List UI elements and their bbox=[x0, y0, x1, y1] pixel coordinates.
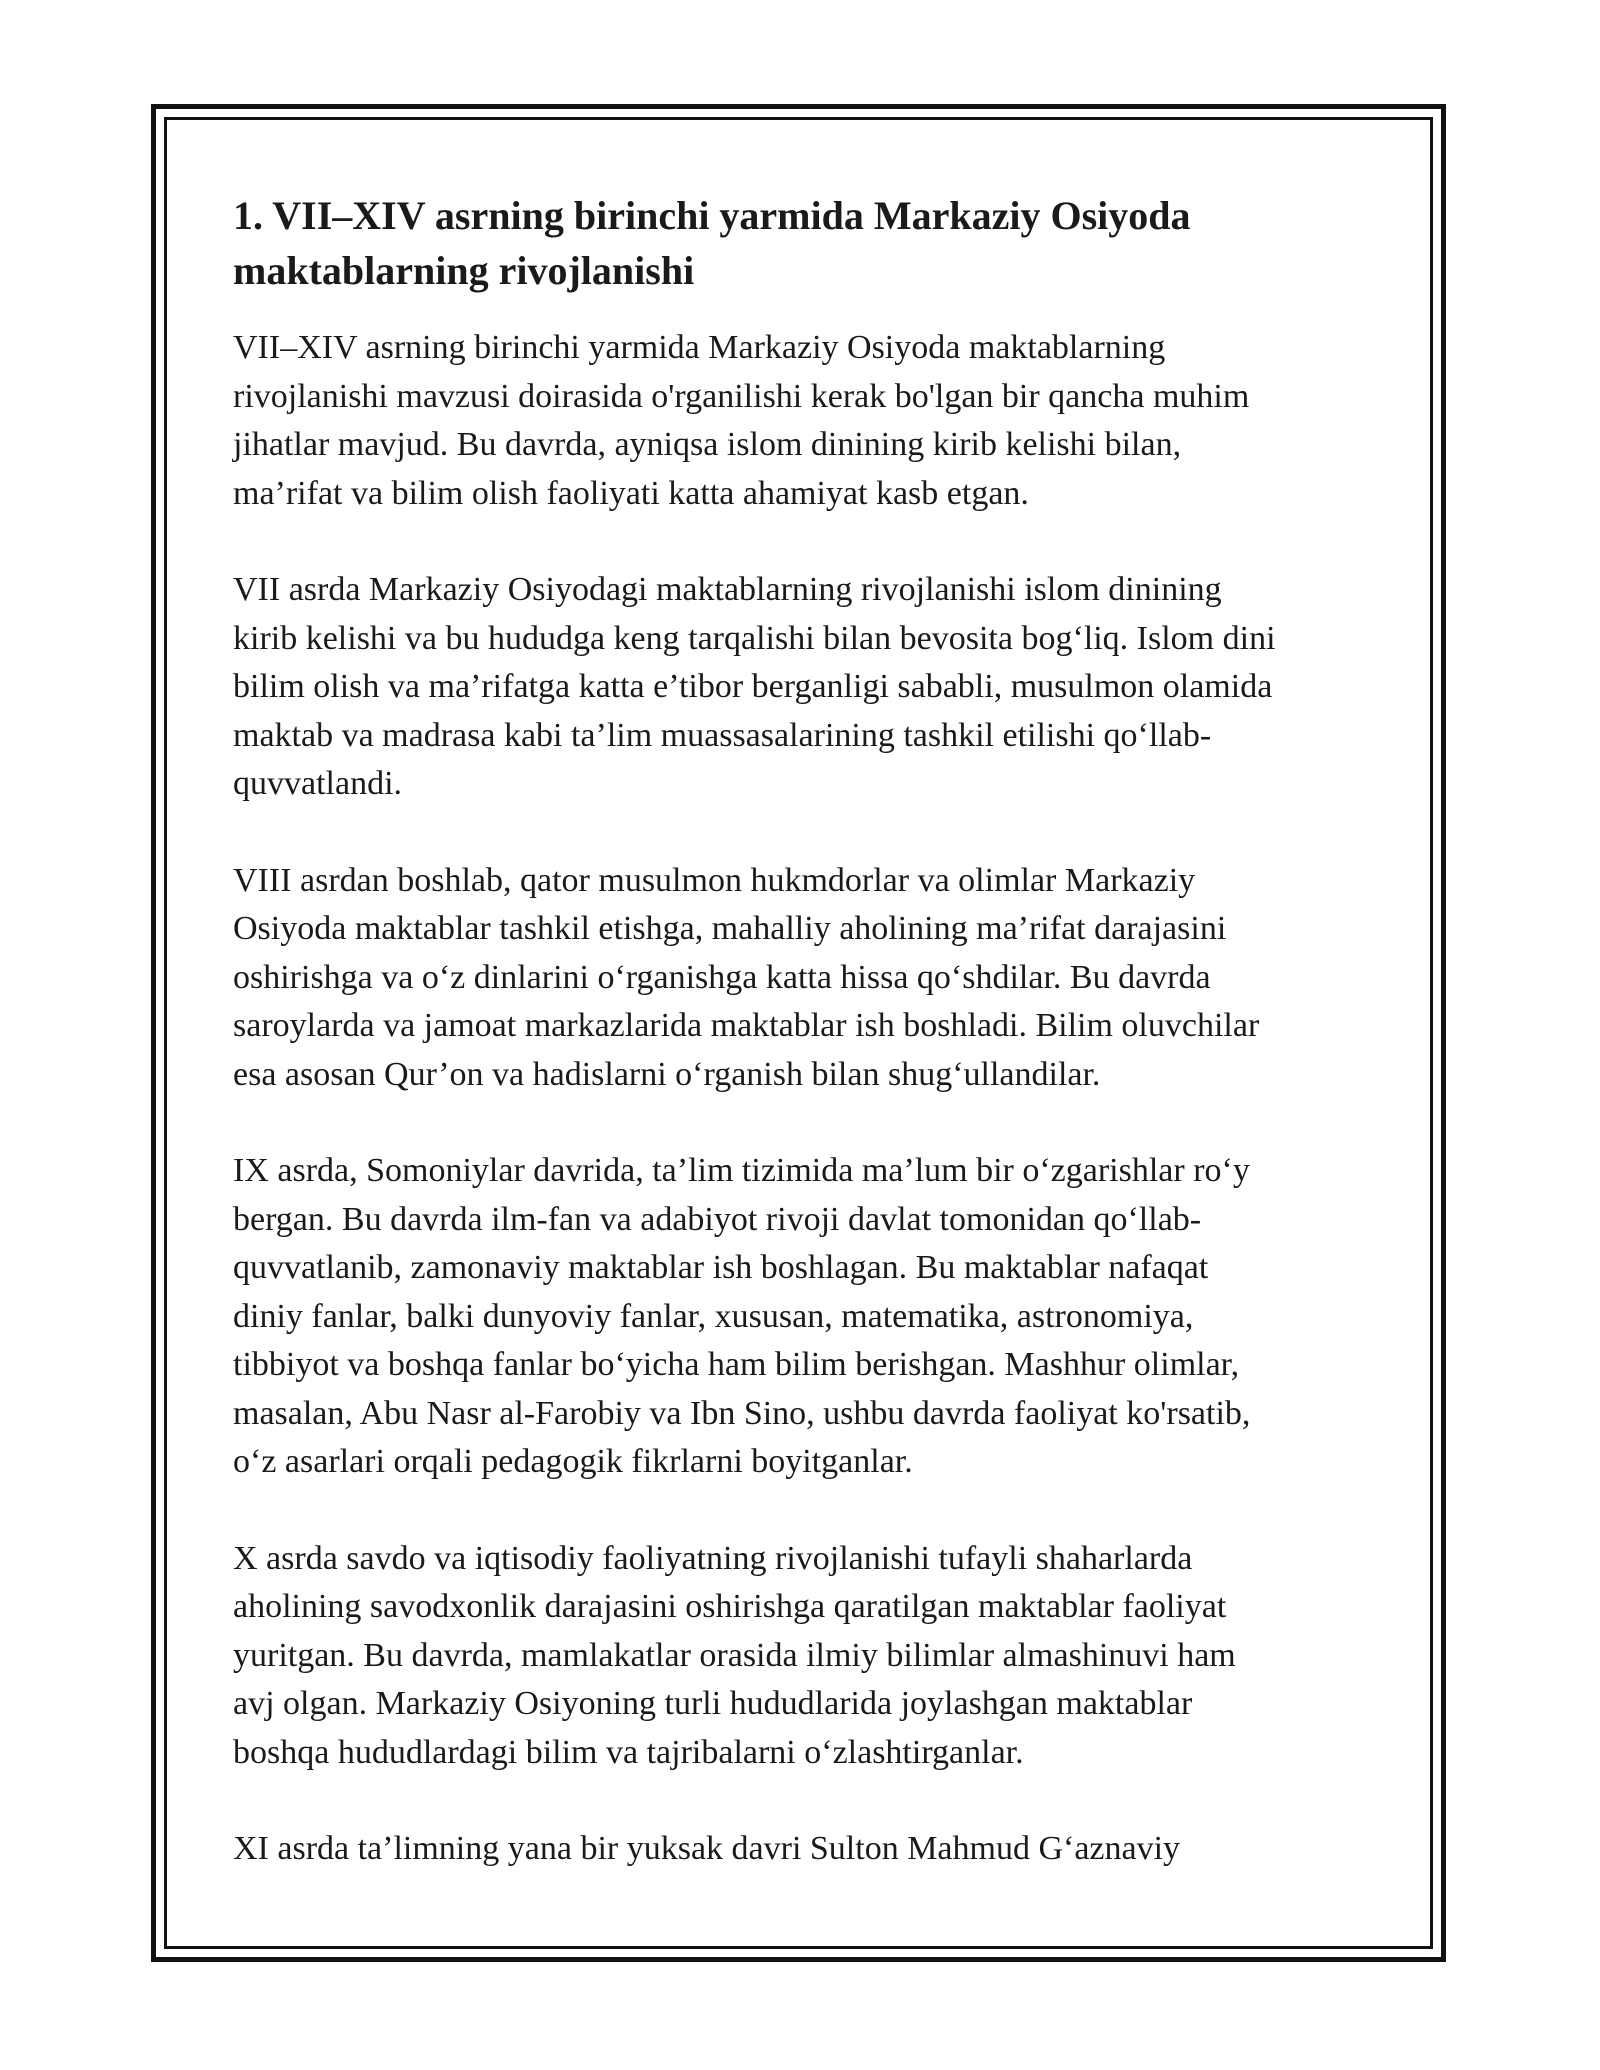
paragraph-4: IX asrda, Somoniylar davrida, ta’lim tizimida ma’lum bir o‘zgarishlar ro‘y bergan. Bu davrda ilm-fan va adabiyot rivoji davlat tomonidan qo‘llab- quvvatlanib, zamonaviy maktablar ish boshlagan. Bu maktablar nafaqat diniy fanlar, balki dunyoviy fanlar, xususan, matematika, astronomiya, tibbiyot va boshqa fanlar bo‘yicha ham bilim berishgan. Mashhur olimlar, masalan, Abu Nasr al-Farobiy va Ibn Sino, ushbu davrda faoliyat ko'rsatib, o‘z asarlari orqali pedagogik fikrlarni boyitganlar. bbox=[233, 1152, 1251, 1480]
paragraph-6: XI asrda ta’limning yana bir yuksak davri Sulton Mahmud G‘aznaviy bbox=[233, 1830, 1181, 1867]
paragraph-2: VII asrda Markaziy Osiyodagi maktablarning rivojlanishi islom dinining kirib kelishi va bu hududga keng tarqalishi bilan bevosita bog‘liq. Islom dini bilim olish va ma’rifatga katta e’tibor berganligi sababli, musulmon olamida maktab va madrasa kabi ta’lim muassasalarining tashkil etilishi qo‘llab- quvvatlandi. bbox=[233, 571, 1276, 802]
paragraph-3: VIII asrdan boshlab, qator musulmon hukmdorlar va olimlar Markaziy Osiyoda maktablar tashkil etishga, mahalliy aholining ma’rifat darajasini oshirishga va o‘z dinlarini o‘rganishga katta hissa qo‘shdilar. Bu davrda saroylarda va jamoat markazlarida maktablar ish boshladi. Bilim oluvchilar esa asosan Qur’on va hadislarni o‘rganish bilan shug‘ullandilar. bbox=[233, 861, 1260, 1093]
paragraph-1: VII–XIV asrning birinchi yarmida Markaziy Osiyoda maktablarning rivojlanishi mavzusi doirasida o'rganilishi kerak bo'lgan bir qancha muhim jihatlar mavjud. Bu davrda, ayniqsa islom dinining kirib kelishi bilan, ma’rifat va bilim olish faoliyati katta ahamiyat kasb etgan. bbox=[233, 329, 1250, 512]
paragraph-5: X asrda savdo va iqtisodiy faoliyatning rivojlanishi tufayli shaharlarda aholining savodxonlik darajasini oshirishga qaratilgan maktablar faoliyat yuritgan. Bu davrda, mamlakatlar orasida ilmiy bilimlar almashinuvi ham avj olgan. Markaziy Osiyoning turli hududlarida joylashgan maktablar boshqa hududlardagi bilim va tajribalarni o‘zlashtirganlar. bbox=[233, 1539, 1236, 1771]
section-heading: 1. VII–XIV asrning birinchi yarmida Markaziy Osiyoda maktablarning rivojlanishi bbox=[233, 193, 1191, 293]
document-body bbox=[233, 188, 1368, 1922]
